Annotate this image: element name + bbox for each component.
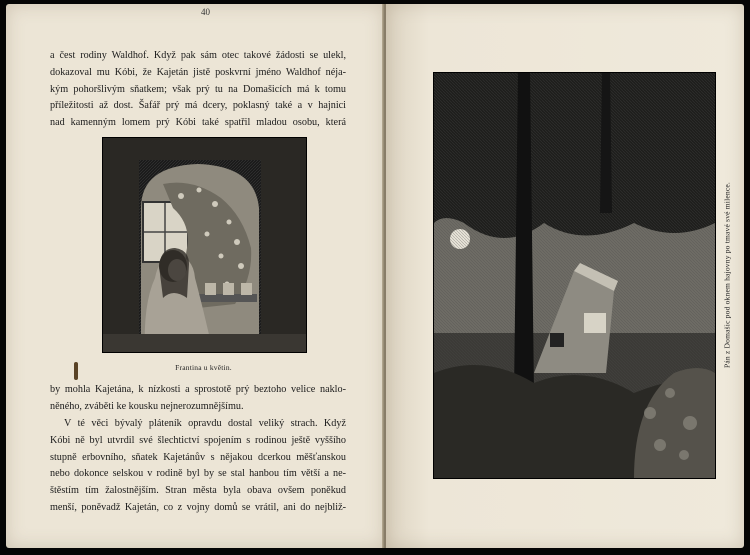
engraving-forest-cottage bbox=[434, 73, 715, 478]
text-line: stupně erbovního, sňatek Kajetánův s nějakou dcerkou měšťanskou bbox=[50, 451, 346, 463]
illustration-caption: Frantina u květin. bbox=[175, 363, 232, 372]
text-line: V té věci bývalý pláteník opravdu dostal veliký strach. Když bbox=[64, 418, 346, 429]
ink-smudge bbox=[74, 362, 78, 380]
illustration-girl-with-flowers bbox=[102, 137, 307, 353]
illustration-night-cottage bbox=[433, 72, 716, 479]
text-line: a čest rodiny Waldhof. Když pak sám otec takové žádosti se ulekl, bbox=[50, 50, 346, 61]
text-line: Kóbi ně byl utvrdil své šlechtictví spojením s rodinou ještě vyššího bbox=[50, 434, 346, 446]
text-line: menší, poněvadž Kajetán, co z vojny domů se vrátil, ani do nejbliž- bbox=[50, 501, 346, 513]
paragraph-3 bbox=[50, 416, 346, 517]
paragraph-2 bbox=[50, 382, 346, 416]
left-page bbox=[6, 4, 384, 548]
text-line: štěstím tím žalostnějším. Stran města byla obava ovšem poněkud bbox=[50, 485, 346, 497]
text-line: by mohla Kajetána, k nízkosti a sprostotě prý beztoho velice naklo- bbox=[50, 384, 346, 395]
text-line: nad kamenným lomem prý Kóbi také spatřil mladou osobu, která bbox=[50, 117, 346, 129]
text-line: dokazoval mu Kóbi, že Kajetán jistě poskvrní jméno Waldhof néja- bbox=[50, 66, 346, 78]
text-line: příležitosti až dost. Šafář prý má dcery, poklasný také a v hajnici bbox=[50, 100, 346, 112]
text-line: něného, zváběti ke kousku nejnerozumnějšímu. bbox=[50, 400, 244, 412]
engraving-girl-window bbox=[103, 138, 306, 352]
text-line: kým pohoršlivým sňatkem; však prý tu na Domašicích má k tomu bbox=[50, 83, 346, 95]
page-number: 40 bbox=[201, 7, 210, 17]
paragraph-1 bbox=[50, 48, 346, 132]
illustration-caption-vertical: Pán z Domašic pod oknem hajovny po tmavé své milence. bbox=[722, 182, 732, 368]
text-line: nebo dokonce selskou v rodině byl by se stal hanbou tím větší a ne- bbox=[50, 468, 346, 480]
